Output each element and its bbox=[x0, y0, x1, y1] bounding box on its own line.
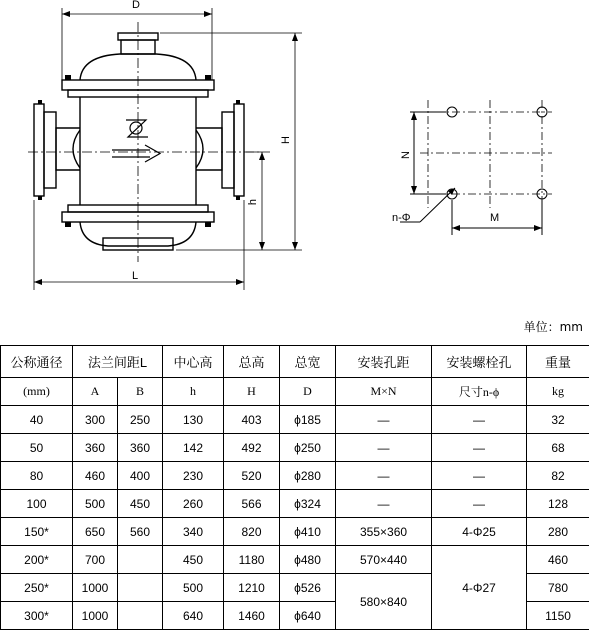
table-row bbox=[1, 490, 589, 518]
header-d: D bbox=[280, 378, 336, 406]
dim-label-small-h: h bbox=[247, 198, 260, 206]
cell-d: ϕ185 bbox=[280, 406, 336, 434]
cell-d: ϕ324 bbox=[280, 490, 336, 518]
cell-dn: 200* bbox=[1, 546, 73, 574]
cell-dn: 300* bbox=[1, 602, 73, 630]
cell-a: 1000 bbox=[73, 574, 118, 602]
cell-h: 340 bbox=[163, 518, 224, 546]
header-bolt-hole: 安装螺栓孔 bbox=[432, 346, 527, 378]
cell-mn: 355×360 bbox=[336, 518, 432, 546]
dim-label-n: N bbox=[399, 151, 412, 159]
dim-label-l: L bbox=[132, 270, 139, 282]
table-row bbox=[1, 434, 589, 462]
cell-mn: 580×840 bbox=[336, 574, 432, 630]
cell-h: 130 bbox=[163, 406, 224, 434]
cell-mn: 570×440 bbox=[336, 546, 432, 574]
cell-a: 700 bbox=[73, 546, 118, 574]
header-total-height: 总高 bbox=[224, 346, 280, 378]
cell-b bbox=[118, 546, 163, 574]
spec-table bbox=[0, 345, 589, 630]
header-kg: kg bbox=[527, 378, 589, 406]
cell-total-height: 1180 bbox=[224, 546, 280, 574]
cell-nphi: — bbox=[432, 490, 527, 518]
header-center-height: 中心高 bbox=[163, 346, 224, 378]
cell-h: 450 bbox=[163, 546, 224, 574]
cell-dn: 40 bbox=[1, 406, 73, 434]
cell-d: ϕ280 bbox=[280, 462, 336, 490]
cell-b bbox=[118, 574, 163, 602]
cell-kg: 1150 bbox=[527, 602, 589, 630]
cell-mn: — bbox=[336, 490, 432, 518]
header-hole-spacing: 安装孔距 bbox=[336, 346, 432, 378]
cell-nphi: — bbox=[432, 406, 527, 434]
cell-h: 230 bbox=[163, 462, 224, 490]
table-row bbox=[1, 406, 589, 434]
cell-a: 650 bbox=[73, 518, 118, 546]
table-row bbox=[1, 462, 589, 490]
dim-label-n-phi: n-Φ bbox=[392, 212, 411, 224]
header-a: A bbox=[73, 378, 118, 406]
cell-nphi: 4-Φ25 bbox=[432, 518, 527, 546]
header-mxn: M×N bbox=[336, 378, 432, 406]
cell-d: ϕ480 bbox=[280, 546, 336, 574]
cell-h: 142 bbox=[163, 434, 224, 462]
cell-b bbox=[118, 602, 163, 630]
header-unit-mm: (mm) bbox=[1, 378, 73, 406]
cell-h: 260 bbox=[163, 490, 224, 518]
header-h-big: H bbox=[224, 378, 280, 406]
cell-mn: — bbox=[336, 434, 432, 462]
cell-dn: 80 bbox=[1, 462, 73, 490]
cell-total-height: 1210 bbox=[224, 574, 280, 602]
cell-kg: 280 bbox=[527, 518, 589, 546]
cell-b: 360 bbox=[118, 434, 163, 462]
cell-mn: — bbox=[336, 462, 432, 490]
unit-label: 单位：mm bbox=[523, 320, 583, 334]
table-row bbox=[1, 518, 589, 546]
cell-dn: 150* bbox=[1, 518, 73, 546]
cell-dn: 50 bbox=[1, 434, 73, 462]
cell-b: 560 bbox=[118, 518, 163, 546]
cell-nphi: — bbox=[432, 462, 527, 490]
cell-dn: 250* bbox=[1, 574, 73, 602]
cell-total-height: 520 bbox=[224, 462, 280, 490]
header-flange-spacing: 法兰间距L bbox=[73, 346, 163, 378]
cell-total-height: 403 bbox=[224, 406, 280, 434]
cell-kg: 128 bbox=[527, 490, 589, 518]
cell-nphi: — bbox=[432, 434, 527, 462]
cell-a: 1000 bbox=[73, 602, 118, 630]
cell-h: 500 bbox=[163, 574, 224, 602]
dim-label-d: D bbox=[132, 0, 140, 11]
cell-a: 500 bbox=[73, 490, 118, 518]
cell-b: 250 bbox=[118, 406, 163, 434]
cell-d: ϕ250 bbox=[280, 434, 336, 462]
cell-nphi: 4-Φ27 bbox=[432, 546, 527, 630]
cell-h: 640 bbox=[163, 602, 224, 630]
cell-total-height: 566 bbox=[224, 490, 280, 518]
cell-d: ϕ410 bbox=[280, 518, 336, 546]
cell-kg: 460 bbox=[527, 546, 589, 574]
cell-b: 450 bbox=[118, 490, 163, 518]
cell-dn: 100 bbox=[1, 490, 73, 518]
cell-kg: 32 bbox=[527, 406, 589, 434]
header-n-phi: 尺寸n-ϕ bbox=[432, 378, 527, 406]
header-weight: 重量 bbox=[527, 346, 589, 378]
cell-kg: 82 bbox=[527, 462, 589, 490]
cell-mn: — bbox=[336, 406, 432, 434]
cell-d: ϕ526 bbox=[280, 574, 336, 602]
cell-a: 460 bbox=[73, 462, 118, 490]
header-total-width: 总宽 bbox=[280, 346, 336, 378]
cell-kg: 780 bbox=[527, 574, 589, 602]
bolt-pattern-drawing bbox=[380, 90, 570, 250]
header-h-small: h bbox=[163, 378, 224, 406]
cell-a: 360 bbox=[73, 434, 118, 462]
cell-d: ϕ640 bbox=[280, 602, 336, 630]
cell-a: 300 bbox=[73, 406, 118, 434]
cell-total-height: 820 bbox=[224, 518, 280, 546]
cell-b: 400 bbox=[118, 462, 163, 490]
dim-label-big-h: H bbox=[279, 136, 292, 144]
cell-total-height: 1460 bbox=[224, 602, 280, 630]
table-row bbox=[1, 546, 589, 574]
header-b: B bbox=[118, 378, 163, 406]
dim-label-m: M bbox=[490, 212, 500, 224]
header-dn: 公称通径 bbox=[1, 346, 73, 378]
cell-kg: 68 bbox=[527, 434, 589, 462]
cell-total-height: 492 bbox=[224, 434, 280, 462]
valve-drawing bbox=[0, 0, 310, 300]
